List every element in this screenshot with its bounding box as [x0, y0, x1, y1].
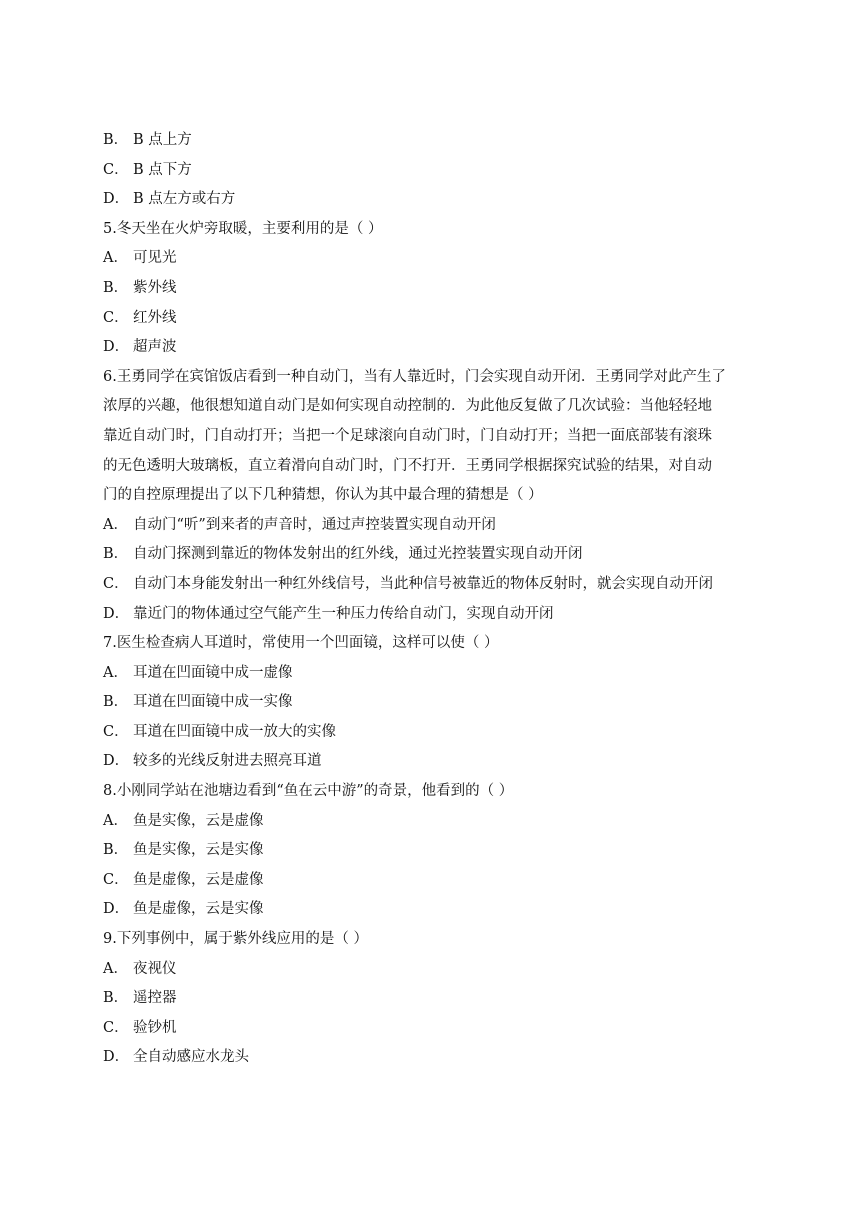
option-line [103, 836, 763, 866]
option-letter: B． [103, 132, 129, 148]
option-text: 自动门探测到靠近的物体发射出的红外线，通过光控装置实现自动开闭 [133, 546, 583, 563]
question-stem-line: 6.王勇同学在宾馆饭店看到一种自动门，当有人靠近时，门会实现自动开闭．王勇同学对此产生了 [103, 368, 726, 385]
option-line [103, 984, 763, 1014]
option-text: 耳道在凹面镜中成一虚像 [133, 664, 293, 681]
option-letter: B． [103, 990, 129, 1007]
option-letter: C． [103, 309, 129, 326]
option-letter: A． [103, 960, 128, 977]
document-page [103, 126, 763, 1073]
option-text: 全自动感应水龙头 [133, 1049, 249, 1066]
question-stem: 5.冬天坐在火炉旁取暖，主要利用的是（ ） [103, 220, 383, 237]
option-letter: B． [103, 546, 129, 563]
option-letter: A． [103, 250, 128, 267]
option-letter: D． [103, 605, 130, 622]
question-stem: 9.下列事例中，属于紫外线应用的是（ ） [103, 931, 368, 948]
option-line [103, 688, 763, 718]
option-text: B 点左方或右方 [133, 191, 236, 208]
question-stem-line: 的无色透明大玻璃板，直立着滑向自动门时，门不打开．王勇同学根据探究试验的结果，对自动 [103, 457, 712, 474]
option-line [103, 185, 763, 215]
option-letter: D． [103, 339, 130, 356]
option-letter: C． [103, 575, 129, 592]
option-text: 紫外线 [133, 279, 177, 296]
option-text: 鱼是实像，云是虚像 [133, 812, 264, 829]
option-text: 耳道在凹面镜中成一放大的实像 [133, 723, 336, 740]
option-text: 靠近门的物体通过空气能产生一种压力传给自动门，实现自动开闭 [133, 605, 554, 622]
option-text: 遥控器 [133, 990, 177, 1007]
option-line [103, 866, 763, 896]
option-line [103, 333, 763, 363]
option-line [103, 718, 763, 748]
option-letter: B． [103, 842, 129, 859]
option-text: 可见光 [133, 250, 177, 267]
option-text: 超声波 [133, 339, 177, 356]
option-letter: A． [103, 812, 128, 829]
option-text: 耳道在凹面镜中成一实像 [133, 694, 293, 711]
option-text: 红外线 [133, 309, 177, 326]
option-line [103, 244, 763, 274]
option-text: 鱼是虚像，云是实像 [133, 901, 264, 918]
option-line [103, 747, 763, 777]
option-line [103, 304, 763, 334]
option-text: 鱼是虚像，云是虚像 [133, 871, 264, 888]
option-letter: D． [103, 753, 130, 770]
question-stem-line: 靠近自动门时，门自动打开；当把一个足球滚向自动门时，门自动打开；当把一面底部装有滚珠 [103, 427, 712, 444]
option-text: 自动门本身能发射出一种红外线信号，当此种信号被靠近的物体反射时，就会实现自动开闭 [133, 575, 713, 592]
option-letter: C． [103, 161, 129, 178]
option-line [103, 955, 763, 985]
question-stem: 7.医生检查病人耳道时，常使用一个凹面镜，这样可以使（ ） [103, 635, 499, 652]
option-text: B 点上方 [133, 132, 192, 148]
option-letter: C． [103, 1019, 129, 1036]
option-text: B 点下方 [133, 161, 192, 178]
option-line [103, 274, 763, 304]
option-line [103, 570, 763, 600]
option-letter: B． [103, 279, 129, 296]
option-letter: A． [103, 516, 128, 533]
option-text: 自动门“听”到来者的声音时，通过声控装置实现自动开闭 [133, 516, 496, 533]
option-text: 验钞机 [133, 1019, 177, 1036]
option-letter: C． [103, 723, 129, 740]
option-line [103, 156, 763, 186]
option-line [103, 540, 763, 570]
option-line [103, 659, 763, 689]
option-text: 夜视仪 [133, 960, 177, 977]
option-letter: A． [103, 664, 128, 681]
option-line [103, 895, 763, 925]
option-line [103, 511, 763, 541]
question-stem-line: 门的自控原理提出了以下几种猜想，你认为其中最合理的猜想是（ ） [103, 487, 543, 504]
option-letter: B． [103, 694, 129, 711]
option-line [103, 1043, 763, 1073]
option-letter: D． [103, 191, 130, 208]
option-text: 较多的光线反射进去照亮耳道 [133, 753, 322, 770]
option-line [103, 807, 763, 837]
option-line [103, 600, 763, 630]
option-letter: D． [103, 1049, 130, 1066]
option-line [103, 1014, 763, 1044]
option-letter: D． [103, 901, 130, 918]
option-line [103, 126, 763, 156]
question-stem: 8.小刚同学站在池塘边看到“鱼在云中游”的奇景，他看到的（ ） [103, 783, 514, 800]
option-text: 鱼是实像，云是实像 [133, 842, 264, 859]
question-stem-line: 浓厚的兴趣，他很想知道自动门是如何实现自动控制的．为此他反复做了几次试验：当他轻轻地 [103, 398, 712, 415]
option-letter: C． [103, 871, 129, 888]
